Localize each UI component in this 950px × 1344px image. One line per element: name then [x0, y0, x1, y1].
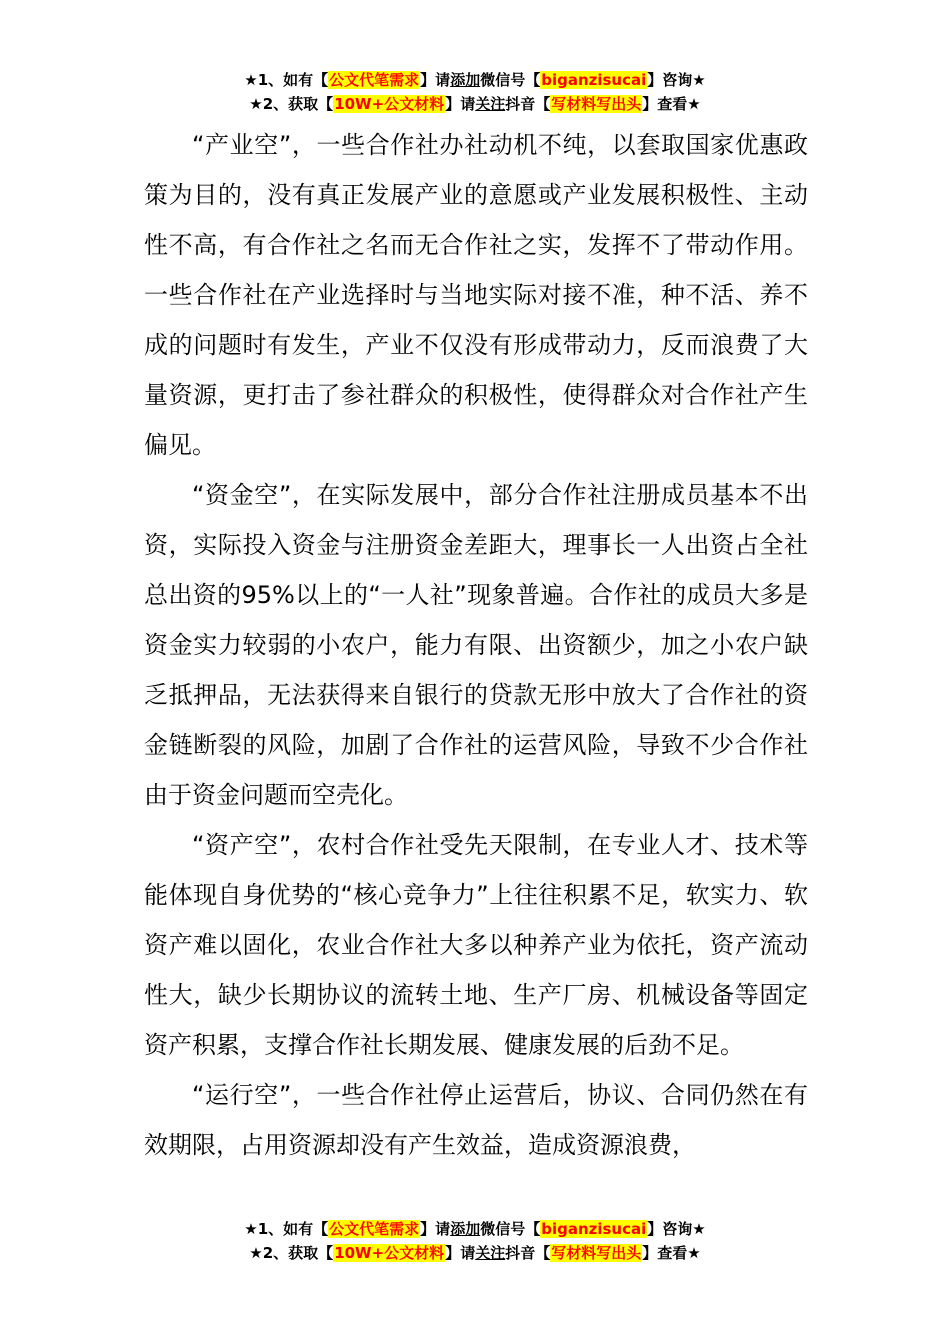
- banner-text: 微信号【: [480, 1220, 541, 1238]
- banner-text: 】咨询★: [647, 1220, 706, 1238]
- banner-line-1: [0, 1217, 950, 1241]
- banner-text: 】查看★: [642, 95, 701, 113]
- banner-line-2: [0, 1241, 950, 1265]
- paragraph-funds-empty: “资金空”，在实际发展中，部分合作社注册成员基本不出资，实际投入资金与注册资金差距大，理事长一人出资占全社总出资的95%以上的“一人社”现象普遍。合作社的成员大多是资金实力较弱的小农户，能力有限、出资额少，加之小农户缺乏抵押品，无法获得来自银行的贷款无形中放大了合作社的资金链断裂的风险，加剧了合作社的运营风险，导致不少合作社由于资金问题而空壳化。: [144, 481, 808, 809]
- highlight-douyin-account: 写材料写出头: [551, 1244, 642, 1262]
- highlight-materials: 10W+公文材料: [334, 95, 445, 113]
- paragraph-assets-empty: “资产空”，农村合作社受先天限制，在专业人才、技术等能体现自身优势的“核心竞争力”上往往积累不足，软实力、软资产难以固化，农业合作社大多以种养产业为依托，资产流动性大，缺少长期协议的流转土地、生产厂房、机械设备等固定资产积累，支撑合作社长期发展、健康发展的后劲不足。: [144, 831, 808, 1059]
- header-banner: [0, 68, 950, 116]
- banner-text: 抖音【: [505, 95, 551, 113]
- banner-text: ★2、获取【: [249, 1244, 334, 1262]
- underlined-word: 添加: [450, 71, 481, 89]
- banner-text: ★2、获取【: [249, 95, 334, 113]
- highlight-service: 公文代笔需求: [329, 71, 420, 89]
- underlined-word: 关注: [475, 95, 506, 113]
- banner-line-2: [0, 92, 950, 116]
- banner-text: 】咨询★: [647, 71, 706, 89]
- document-body: [144, 120, 808, 1170]
- banner-text: ★1、如有【: [244, 1220, 329, 1238]
- paragraph-industry-empty: “产业空”，一些合作社办社动机不纯，以套取国家优惠政策为目的，没有真正发展产业的意愿或产业发展积极性、主动性不高，有合作社之名而无合作社之实，发挥不了带动作用。一些合作社在产业选择时与当地实际对接不准，种不活、养不成的问题时有发生，产业不仅没有形成带动力，反而浪费了大量资源，更打击了参社群众的积极性，使得群众对合作社产生偏见。: [144, 131, 808, 459]
- banner-text: ★1、如有【: [244, 71, 329, 89]
- highlight-service: 公文代笔需求: [329, 1220, 420, 1238]
- underlined-word: 关注: [475, 1244, 506, 1262]
- banner-text: 】请: [420, 71, 451, 89]
- banner-text: 】请: [445, 95, 476, 113]
- banner-line-1: [0, 68, 950, 92]
- footer-banner: [0, 1217, 950, 1265]
- highlight-wechat-id: biganzisucai: [541, 1220, 647, 1238]
- paragraph-operation-empty: “运行空”，一些合作社停止运营后，协议、合同仍然在有效期限，占用资源却没有产生效益，造成资源浪费，: [144, 1081, 808, 1159]
- banner-text: 】请: [445, 1244, 476, 1262]
- banner-text: 】请: [420, 1220, 451, 1238]
- highlight-materials: 10W+公文材料: [334, 1244, 445, 1262]
- highlight-douyin-account: 写材料写出头: [551, 95, 642, 113]
- banner-text: 】查看★: [642, 1244, 701, 1262]
- underlined-word: 添加: [450, 1220, 481, 1238]
- highlight-wechat-id: biganzisucai: [541, 71, 647, 89]
- banner-text: 微信号【: [480, 71, 541, 89]
- banner-text: 抖音【: [505, 1244, 551, 1262]
